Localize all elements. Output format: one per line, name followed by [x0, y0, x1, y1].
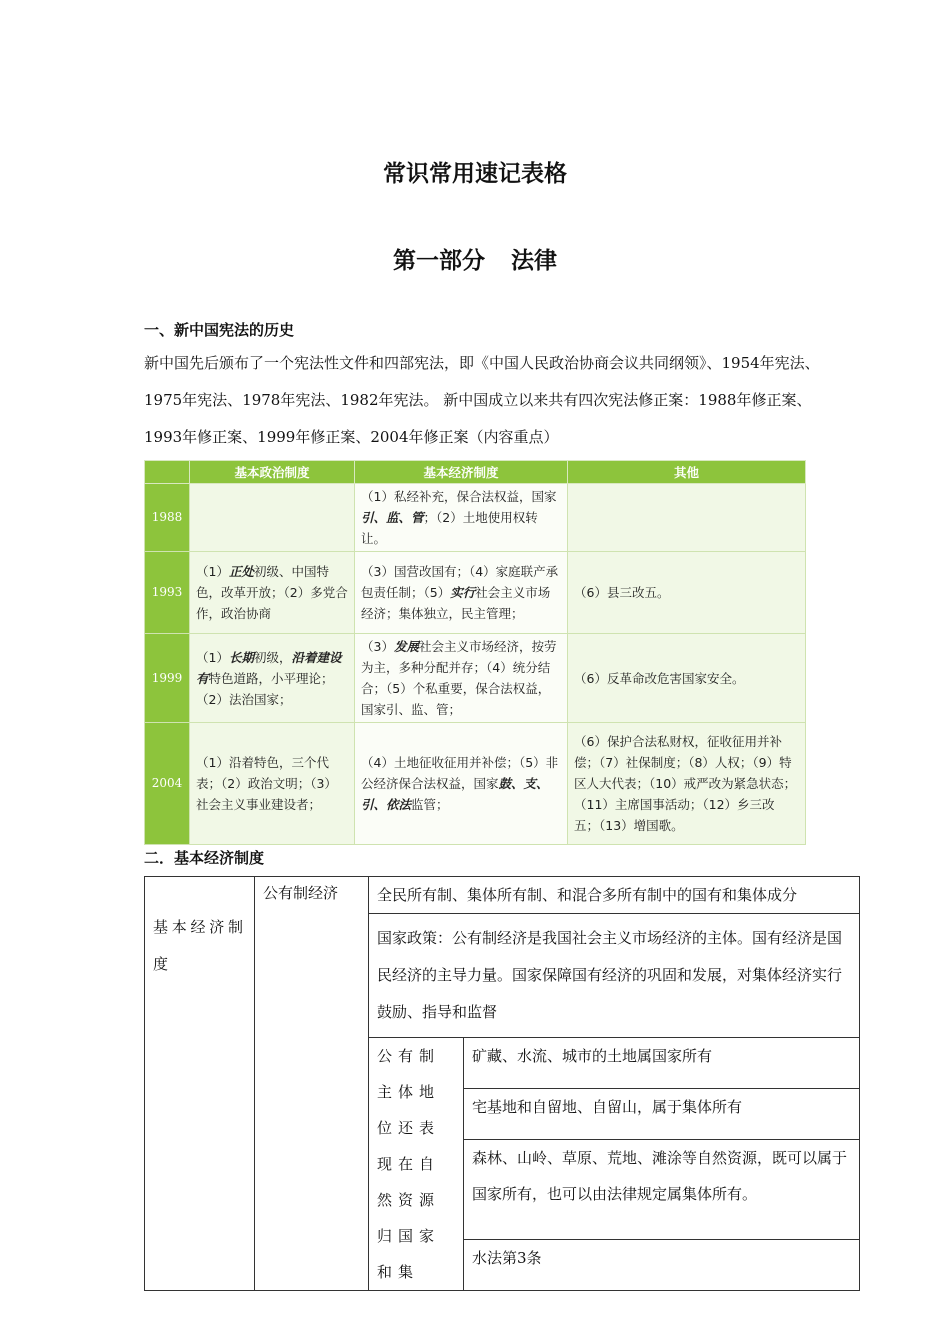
economic-system-table	[144, 876, 860, 1291]
economic-system-label: 基本经济制度	[145, 877, 255, 1291]
table-row	[145, 552, 806, 634]
other-cell	[568, 484, 806, 552]
natural-resources-label: 公有制主体地位还表现在自然资源归国家和集	[369, 1038, 464, 1291]
political-cell	[190, 484, 355, 552]
economic-cell: （1）私经补充，保合法权益，国家引、监、管；（2）土地使用权转让。	[355, 484, 568, 552]
table-row	[145, 877, 860, 914]
header-corner	[145, 461, 190, 484]
economic-cell: （3）发展社会主义市场经济，按劳为主，多种分配并存；（4）统分结合；（5）个私重要，保合法权益，国家引、监、管；	[355, 634, 568, 723]
other-cell: （6）反革命改危害国家安全。	[568, 634, 806, 723]
economic-cell: （4）土地征收征用并补偿；（5）非公经济保合法权益，国家鼓、支、引、依法监管；	[355, 723, 568, 845]
political-cell: （1）正处初级、中国特色，改革开放；（2）多党合作，政治协商	[190, 552, 355, 634]
resource-row: 森林、山岭、草原、荒地、滩涂等自然资源，既可以属于国家所有，也可以由法律规定属集体所有。	[464, 1139, 860, 1239]
public-ownership-label: 公有制经济	[255, 877, 369, 1291]
part-title	[0, 242, 950, 275]
table-row	[145, 484, 806, 552]
table-row	[145, 723, 806, 845]
year-cell: 1988	[145, 484, 190, 552]
ownership-forms-cell: 全民所有制、集体所有制、和混合多所有制中的国有和集体成分	[369, 877, 860, 914]
resource-row: 水法第3条	[464, 1240, 860, 1291]
part-title-name: 法律	[511, 248, 557, 274]
political-cell: （1）沿着特色，三个代表；（2）政治文明；（3）社会主义事业建设者；	[190, 723, 355, 845]
other-cell: （6）县三改五。	[568, 552, 806, 634]
document-title: 常识常用速记表格	[383, 161, 567, 187]
year-cell: 1993	[145, 552, 190, 634]
constitution-intro-paragraph: 新中国先后颁布了一个宪法性文件和四部宪法，即《中国人民政治协商会议共同纲领》、1954年宪法、1975年宪法、1978年宪法、1982年宪法。 新中国成立以来共有四次宪法修正案：1988年修正案、1993年修正案、1999年修正案、2004年修正案（内容重点）	[144, 354, 820, 446]
year-cell: 2004	[145, 723, 190, 845]
economic-cell: （3）国营改国有；（4）家庭联产承包责任制；（5）实行社会主义市场经济；集体独立，民主管理；	[355, 552, 568, 634]
resource-row: 宅基地和自留地、自留山，属于集体所有	[464, 1088, 860, 1139]
part-title-number: 第一部分	[393, 248, 485, 274]
table-row	[145, 634, 806, 723]
political-cell: （1）长期初级，沿着建设有特色道路，小平理论；（2）法治国家；	[190, 634, 355, 723]
other-cell: （6）保护合法私财权，征收征用并补偿；（7）社保制度；（8）人权；（9）特区人大代表；（10）戒严改为紧急状态；（11）主席国事活动；（12）乡三改五；（13）增国歌。	[568, 723, 806, 845]
table-header-row	[145, 461, 806, 484]
resource-row: 矿藏、水流、城市的土地属国家所有	[464, 1038, 860, 1089]
constitution-amendment-table	[144, 460, 806, 845]
state-policy-cell: 国家政策：公有制经济是我国社会主义市场经济的主体。国有经济是国民经济的主导力量。国家保障国有经济的巩固和发展，对集体经济实行鼓励、指导和监督	[369, 914, 860, 1038]
header-political: 基本政治制度	[190, 461, 355, 484]
year-cell: 1999	[145, 634, 190, 723]
header-other: 其他	[568, 461, 806, 484]
header-economic: 基本经济制度	[355, 461, 568, 484]
section-heading-economic-system: 二．基本经济制度	[144, 849, 265, 867]
section-heading-constitution: 一、新中国宪法的历史	[144, 321, 295, 339]
